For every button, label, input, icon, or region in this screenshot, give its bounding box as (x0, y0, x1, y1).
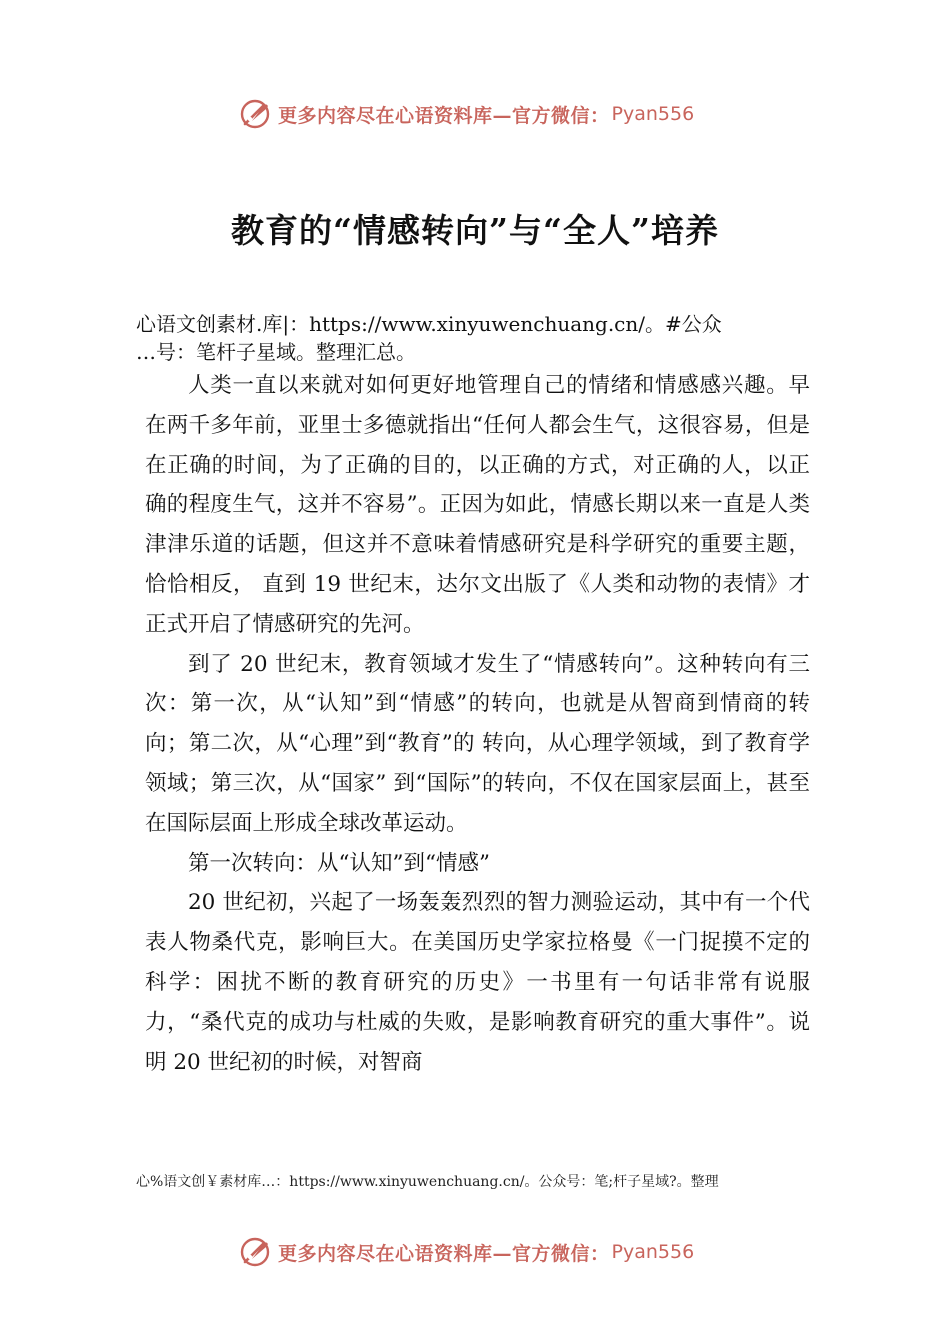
top-banner (238, 94, 694, 134)
quill-pen-logo-icon (238, 97, 272, 131)
paragraph-2: 到了 20 世纪末，教育领域才发生了“情感转向”。这种转向有三次：第一次，从“认知”到“情感”的转向，也就是从智商到情商的转向；第二次，从“心理”到“教育”的 转向，从心理学领域，到了教育学领域；第三次，从“国家” 到“国际”的转向，不仅在国家层面上，甚至在国际层面上形成全球改革运动。 (145, 651, 810, 836)
bottom-banner (238, 1232, 694, 1272)
banner-text: 更多内容尽在心语资料库—官方微信： (278, 1242, 610, 1265)
source-note-line-1: 心语文创素材.库|：https://www.xinyuwenchuang.cn/。#公众 (136, 312, 722, 336)
paragraph-1: 人类一直以来就对如何更好地管理自己的情绪和情感感兴趣。早在两千多年前，亚里士多德就指出“任何人都会生气，这很容易，但是在正确的时间，为了正确的目的，以正确的方式，对正确的人，以正确的程度生气，这并不容易”。正因为如此，情感长期以来一直是人类津津乐道的话题，但这并不意味着情感研究是科学研究的重要主题，恰恰相反， 直到 19 世纪末，达尔文出版了《人类和动物的表情》才正式开启了情感研究的先河。 (145, 373, 810, 637)
banner-text: 更多内容尽在心语资料库—官方微信： (278, 104, 610, 127)
source-note-line-2: …号：笔杆子星域。整理汇总。 (136, 340, 416, 364)
article-body (145, 366, 810, 1082)
footer-source-note: 心%语文创￥素材库…：https://www.xinyuwenchuang.cn/。公众号：笔;杆子星域?。整理 (136, 1174, 719, 1190)
page-title: 教育的“情感转向”与“全人”培养 (231, 211, 719, 250)
quill-pen-logo-icon (238, 1235, 272, 1269)
banner-wechat-id: Pyan556 (611, 103, 695, 125)
section-heading: 第一次转向：从“认知”到“情感” (188, 850, 490, 876)
banner-wechat-id: Pyan556 (611, 1241, 695, 1263)
source-note (136, 310, 841, 366)
paragraph-3: 20 世纪初，兴起了一场轰轰烈烈的智力测验运动，其中有一个代表人物桑代克，影响巨大。在美国历史学家拉格曼《一门捉摸不定的科学：困扰不断的教育研究的历史》一书里有一句话非常有说服力，“桑代克的成功与杜威的失败，是影响教育研究的重大事件”。说明 20 世纪初的时候，对智商 (145, 890, 810, 1075)
